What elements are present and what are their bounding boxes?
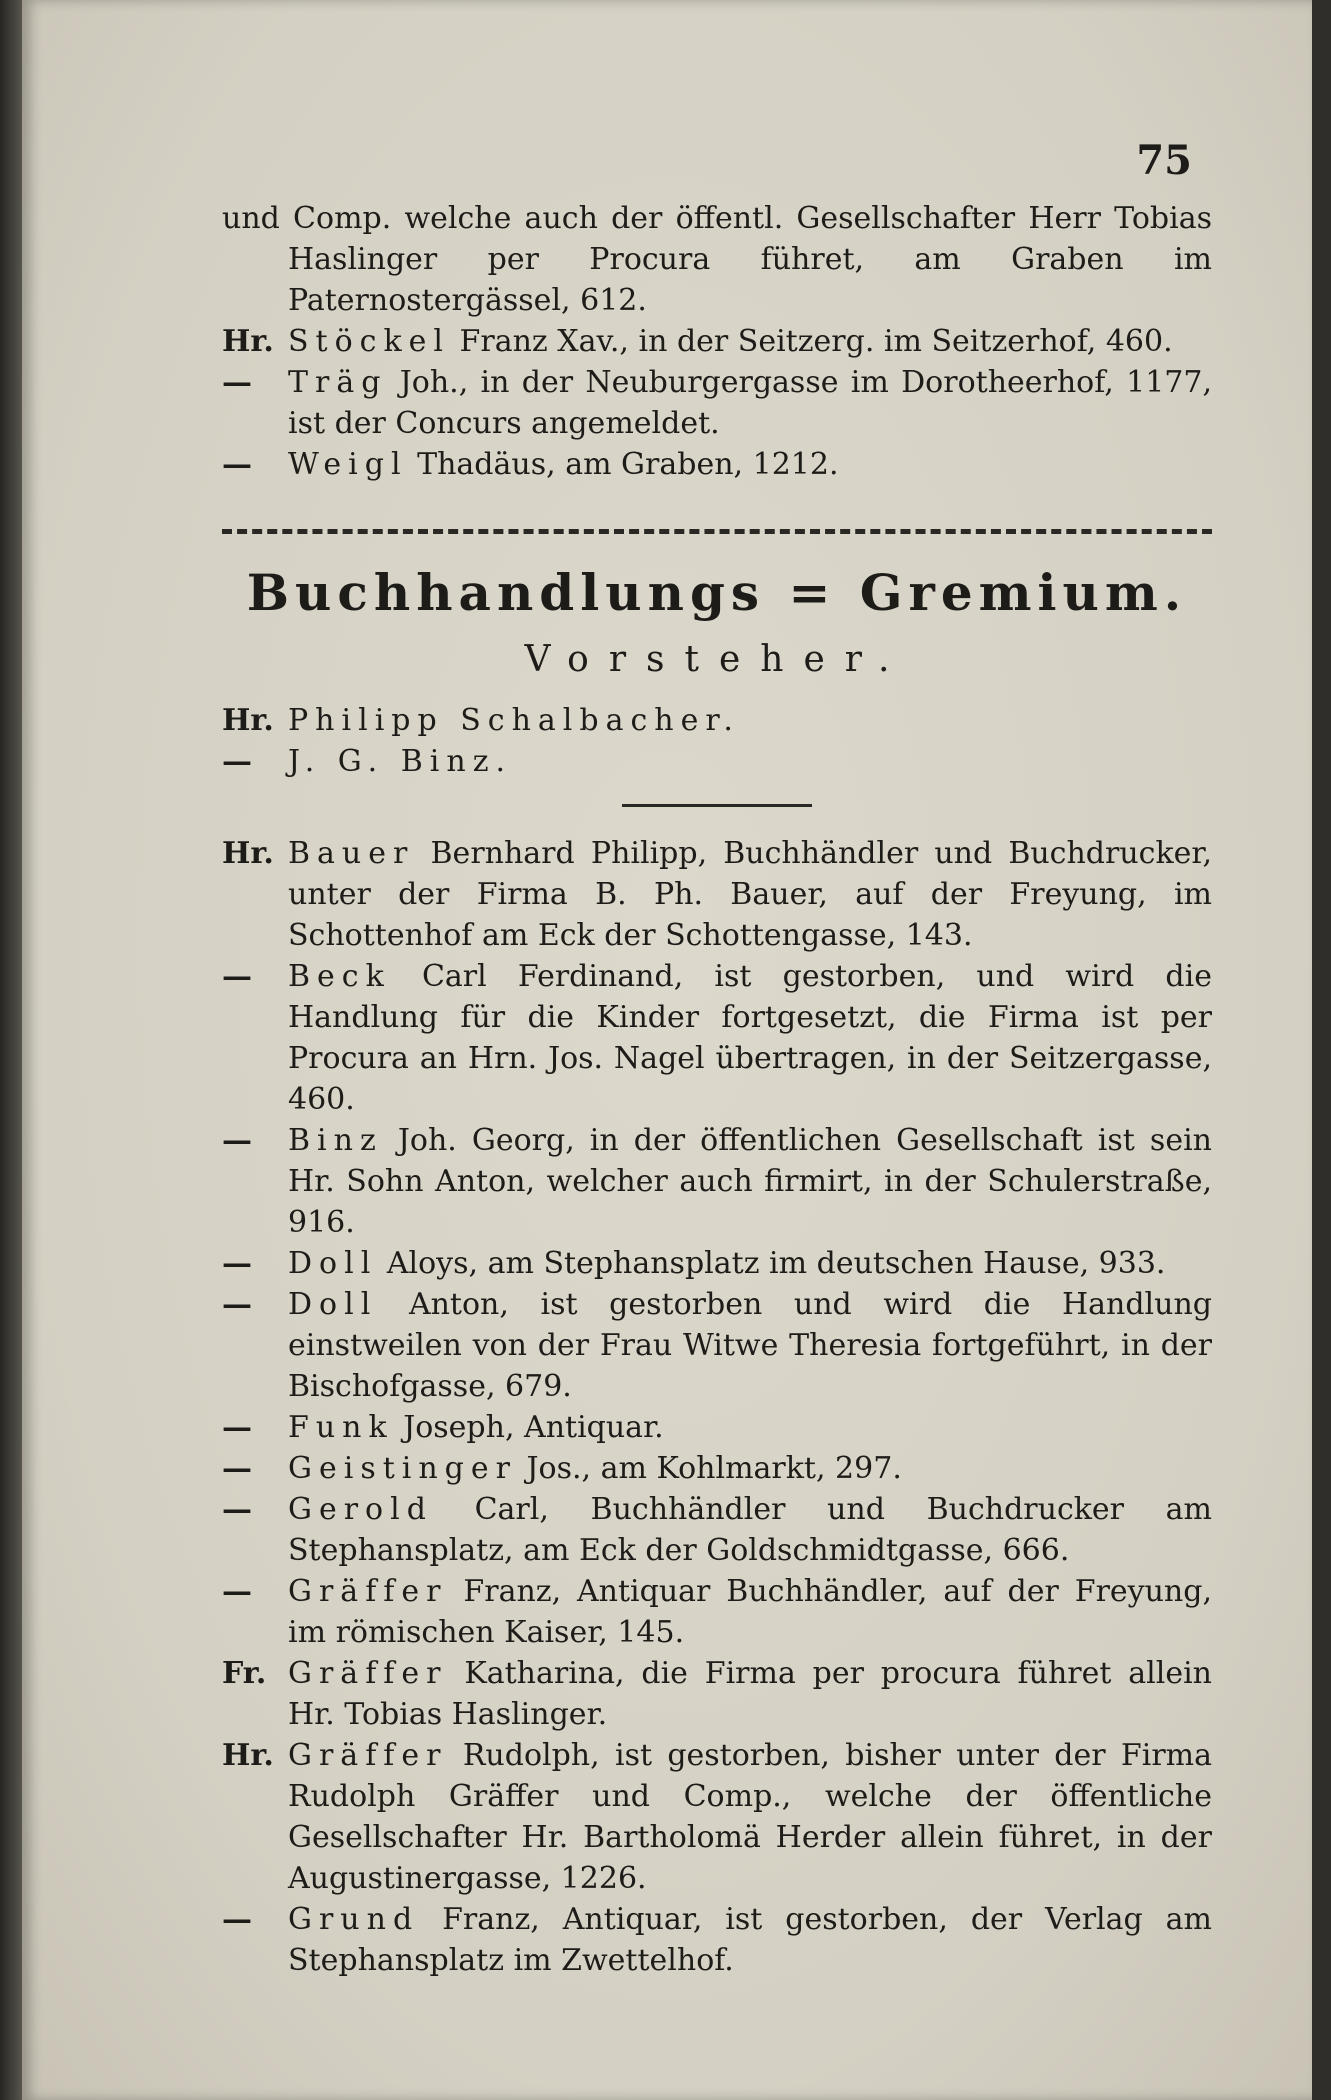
entry-text: Anton, ist gestorben und wird die Handlung einstweilen von der Frau Witwe Theresia fortgeführt, in der Bischofgasse, 679. bbox=[288, 1287, 1212, 1404]
entry-name: Gräffer bbox=[288, 1574, 448, 1609]
entry-text: Carl Ferdinand, ist gestorben, und wird die Handlung für die Kinder fortgesetzt, die Firma ist per Procura an Hrn. Jos. Nagel übertragen, in der Seitzergasse, 460. bbox=[288, 959, 1212, 1117]
entry-prefix: — bbox=[222, 447, 252, 482]
section-subtitle: Vorsteher. bbox=[524, 639, 910, 680]
short-divider bbox=[622, 804, 812, 807]
book-page bbox=[22, 0, 1312, 2100]
entry-name: Geistinger bbox=[288, 1451, 517, 1486]
entry-name: Bauer bbox=[288, 836, 415, 871]
vorsteher-entry bbox=[222, 741, 1212, 782]
member-entry bbox=[222, 1407, 1212, 1448]
entry-prefix: — bbox=[222, 1574, 252, 1609]
entry-text: Katharina, die Firma per procura führet allein Hr. Tobias Haslinger. bbox=[288, 1656, 1212, 1732]
continuation-line: und Comp. welche auch der öffentl. Gesellschafter Herr bbox=[222, 201, 1101, 236]
entry-text: Joseph, Antiquar. bbox=[403, 1410, 664, 1445]
member-entry bbox=[222, 1653, 1212, 1735]
directory-entry bbox=[222, 444, 1212, 485]
member-entry bbox=[222, 956, 1212, 1120]
entry-name: Philipp Schalbacher. bbox=[288, 703, 740, 738]
entry-text: Carl, Buchhändler und Buchdrucker am Stephansplatz, am Eck der Goldschmidtgasse, 666. bbox=[288, 1492, 1212, 1568]
page-content bbox=[222, 137, 1212, 1981]
entry-prefix: — bbox=[222, 959, 252, 994]
entry-name: Doll bbox=[288, 1287, 378, 1322]
entry-name: Träg bbox=[288, 365, 388, 400]
entry-prefix: — bbox=[222, 1410, 252, 1445]
entry-name: Gräffer bbox=[288, 1656, 448, 1691]
entry-prefix: Hr. bbox=[222, 1738, 274, 1773]
entry-name: Stöckel bbox=[288, 324, 450, 359]
member-entry bbox=[222, 1489, 1212, 1571]
vorsteher-list bbox=[222, 700, 1212, 782]
vorsteher-entry bbox=[222, 700, 1212, 741]
section-divider bbox=[222, 529, 1212, 534]
continuation-entry bbox=[222, 198, 1212, 321]
entry-prefix: — bbox=[222, 365, 252, 400]
entry-text: Franz, Antiquar Buchhändler, auf der Freyung, im römischen Kaiser, 145. bbox=[288, 1574, 1212, 1650]
entry-name: Gerold bbox=[288, 1492, 433, 1527]
entry-prefix: — bbox=[222, 1492, 252, 1527]
section-title: Buchhandlungs = Gremium. bbox=[246, 563, 1188, 622]
entry-text: Franz Xav., in der Seitzerg. im Seitzerhof, 460. bbox=[459, 324, 1173, 359]
entry-name: J. G. Binz. bbox=[288, 744, 513, 779]
entry-name: Funk bbox=[288, 1410, 394, 1445]
continuation-line: Paternostergässel, 612. bbox=[288, 283, 647, 318]
member-entry bbox=[222, 1284, 1212, 1407]
entry-name: Gräffer bbox=[288, 1738, 448, 1773]
book-spine-shadow bbox=[0, 0, 22, 2100]
entry-prefix: — bbox=[222, 1246, 252, 1281]
entry-prefix: — bbox=[222, 744, 252, 779]
entry-text: Joh., in der Neuburgergasse im Dorotheerhof, 1177, ist der Concurs angemeldet. bbox=[288, 365, 1212, 441]
entry-name: Beck bbox=[288, 959, 391, 994]
member-entry bbox=[222, 1120, 1212, 1243]
member-entry bbox=[222, 1899, 1212, 1981]
member-entry bbox=[222, 1448, 1212, 1489]
entry-prefix: — bbox=[222, 1451, 252, 1486]
entry-text: Rudolph, ist gestorben, bisher unter der Firma Rudolph Gräffer und Comp., welche der öffentliche Gesellschafter Hr. Bartholomä Herder allein führet, in der Augustinergasse, 1226. bbox=[288, 1738, 1212, 1896]
directory-entry bbox=[222, 362, 1212, 444]
entry-name: Doll bbox=[288, 1246, 378, 1281]
entry-prefix: — bbox=[222, 1902, 252, 1937]
entry-prefix: Hr. bbox=[222, 703, 274, 738]
entry-prefix: Fr. bbox=[222, 1656, 267, 1691]
member-entry bbox=[222, 1243, 1212, 1284]
entry-text: Bernhard Philipp, Buchhändler und Buchdrucker, unter der Firma B. Ph. Bauer, auf der Freyung, im Schottenhof am Eck der Schottengasse, 143. bbox=[288, 836, 1212, 953]
entry-name: Binz bbox=[288, 1123, 383, 1158]
entry-name: Weigl bbox=[288, 447, 408, 482]
entry-prefix: Hr. bbox=[222, 324, 274, 359]
entry-prefix: Hr. bbox=[222, 836, 274, 871]
continuation-line: Tobias Haslinger per Procura führet, am Graben im bbox=[288, 201, 1212, 277]
entry-text: Aloys, am Stephansplatz im deutschen Hause, 933. bbox=[386, 1246, 1166, 1281]
member-entry bbox=[222, 1735, 1212, 1899]
entry-text: Joh. Georg, in der öffentlichen Gesellschaft ist sein Hr. Sohn Anton, welcher auch firmirt, in der Schulerstraße, 916. bbox=[288, 1123, 1212, 1240]
member-entry bbox=[222, 1571, 1212, 1653]
entry-prefix: — bbox=[222, 1123, 252, 1158]
entry-text: Franz, Antiquar, ist gestorben, der Verlag am Stephansplatz im Zwettelhof. bbox=[288, 1902, 1212, 1978]
entry-text: Jos., am Kohlmarkt, 297. bbox=[526, 1451, 902, 1486]
directory-entry bbox=[222, 321, 1212, 362]
member-list bbox=[222, 833, 1212, 1981]
top-entries bbox=[222, 198, 1212, 485]
member-entry bbox=[222, 833, 1212, 956]
entry-prefix: — bbox=[222, 1287, 252, 1322]
entry-name: Grund bbox=[288, 1902, 420, 1937]
page-number: 75 bbox=[1136, 137, 1192, 184]
entry-text: Thadäus, am Graben, 1212. bbox=[417, 447, 839, 482]
